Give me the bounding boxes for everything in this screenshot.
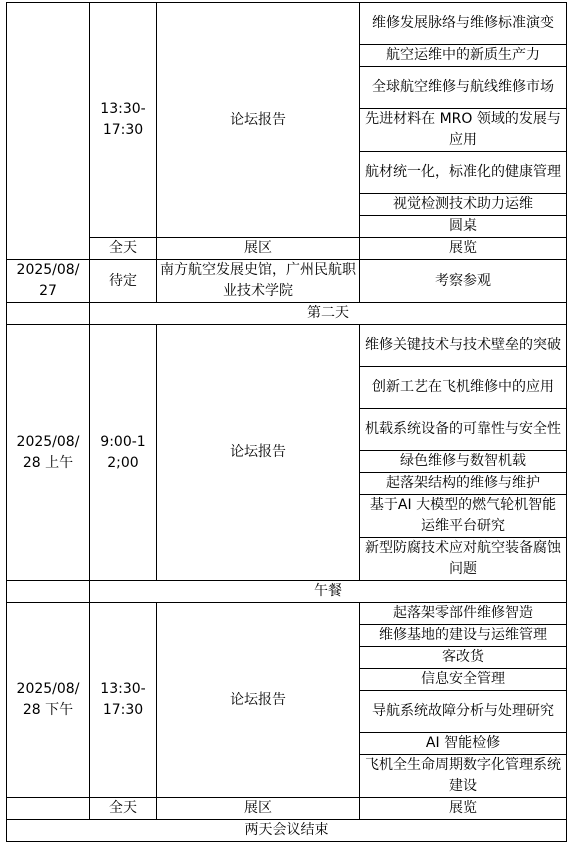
lunch-row: 午餐 — [90, 581, 567, 603]
place-cell: 南方航空发展史馆，广州民航职业技术学院 — [157, 260, 360, 303]
date-cell: 2025/08/ 28 上午 — [7, 325, 90, 581]
spacer-cell — [7, 798, 90, 820]
time-cell: 9:00-1 2;00 — [90, 325, 157, 581]
activity-cell: 考察参观 — [360, 260, 567, 303]
topic-cell: 起落架结构的维修与维护 — [360, 473, 567, 495]
topic-cell: 维修发展脉络与维修标准演变 — [360, 3, 567, 45]
topic-cell: 绿色维修与数智机载 — [360, 451, 567, 473]
expo-time-cell: 全天 — [90, 238, 157, 260]
time-cell: 待定 — [90, 260, 157, 303]
topic-cell: 维修关键技术与技术壁垒的突破 — [360, 325, 567, 367]
closing-row: 两天会议结束 — [7, 820, 567, 842]
topic-cell: 圆桌 — [360, 216, 567, 238]
expo-time-cell: 全天 — [90, 798, 157, 820]
format-cell: 论坛报告 — [157, 325, 360, 581]
expo-activity-cell: 展览 — [360, 238, 567, 260]
spacer-cell — [7, 303, 90, 325]
topic-cell: 视觉检测技术助力运维 — [360, 194, 567, 216]
expo-place-cell: 展区 — [157, 798, 360, 820]
time-cell: 13:30- 17:30 — [90, 3, 157, 238]
topic-cell: AI 智能检修 — [360, 733, 567, 755]
topic-cell: 维修基地的建设与运维管理 — [360, 625, 567, 647]
expo-activity-cell: 展览 — [360, 798, 567, 820]
topic-cell: 全球航空维修与航线维修市场 — [360, 67, 567, 109]
topic-cell: 机载系统设备的可靠性与安全性 — [360, 409, 567, 451]
topic-cell: 创新工艺在飞机维修中的应用 — [360, 367, 567, 409]
date-cell: 2025/08/ 28 下午 — [7, 603, 90, 798]
day-header: 第二天 — [90, 303, 567, 325]
topic-cell: 基于AI 大模型的燃气轮机智能运维平台研究 — [360, 495, 567, 538]
schedule-table — [6, 2, 567, 842]
date-cell: 2025/08/ 27 — [7, 260, 90, 303]
topic-cell: 信息安全管理 — [360, 669, 567, 691]
time-cell: 13:30- 17:30 — [90, 603, 157, 798]
spacer-cell — [7, 581, 90, 603]
format-cell: 论坛报告 — [157, 603, 360, 798]
topic-cell: 航材统一化，标准化的健康管理 — [360, 152, 567, 194]
topic-cell: 导航系统故障分析与处理研究 — [360, 691, 567, 733]
topic-cell: 航空运维中的新质生产力 — [360, 45, 567, 67]
topic-cell: 新型防腐技术应对航空装备腐蚀问题 — [360, 538, 567, 581]
topic-cell: 客改货 — [360, 647, 567, 669]
date-cell-empty — [7, 3, 90, 260]
expo-place-cell: 展区 — [157, 238, 360, 260]
topic-cell: 飞机全生命周期数字化管理系统建设 — [360, 755, 567, 798]
topic-cell: 先进材料在 MRO 领域的发展与应用 — [360, 109, 567, 152]
format-cell: 论坛报告 — [157, 3, 360, 238]
topic-cell: 起落架零部件维修智造 — [360, 603, 567, 625]
